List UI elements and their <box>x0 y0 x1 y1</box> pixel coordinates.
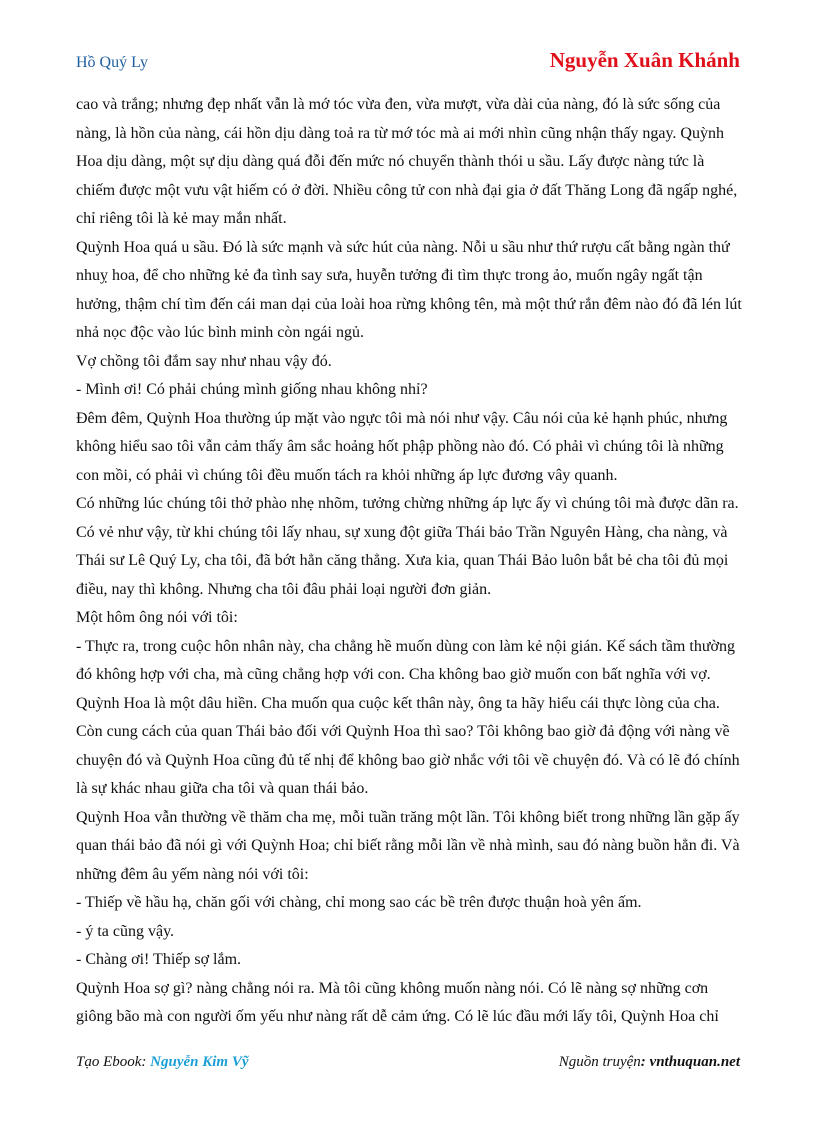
page-footer <box>76 1054 740 1076</box>
book-title: Hồ Quý Ly <box>76 54 148 71</box>
paragraph: - Thiếp về hầu hạ, chăn gối với chàng, chỉ mong sao các bề trên được thuận hoà yên ấm. <box>76 894 642 911</box>
paragraph: cao và trắng; nhưng đẹp nhất vẫn là mớ tóc vừa đen, vừa mượt, vừa dài của nàng, đó là sức sống của nàng, là hồn của nàng, cái hồn dịu dàng toả ra từ mớ tóc mà ai mới nhìn cũng nhận thấy ngay. Quỳnh Hoa dịu dàng, một sự dịu dàng quá đỗi đến mức nó chuyển thành thói u sầu. Lấy được nàng tức là chiếm được một vưu vật hiếm có ở đời. Nhiều công tử con nhà đại gia ở đất Thăng Long đã ngấp nghé, chỉ riêng tôi là kẻ may mắn nhất. <box>76 96 738 227</box>
paragraph: - Chàng ơi! Thiếp sợ lắm. <box>76 951 242 968</box>
paragraph: Có những lúc chúng tôi thở phào nhẹ nhõm, tưởng chừng những áp lực ấy vì chúng tôi mà được dãn ra. Có vẻ như vậy, từ khi chúng tôi lấy nhau, sự xung đột giữa Thái bảo Trần Nguyên Hàng, cha nàng, và Thái sư Lê Quý Ly, cha tôi, đã bớt hẳn căng thẳng. Xưa kia, quan Thái Bảo luôn bắt bẻ cha tôi đủ mọi điều, nay thì không. Nhưng cha tôi đâu phải loại người đơn giản. <box>76 495 739 598</box>
paragraph: Vợ chồng tôi đắm say như nhau vậy đó. <box>76 352 332 370</box>
paragraph: Quỳnh Hoa quá u sầu. Đó là sức mạnh và sức hút của nàng. Nỗi u sầu như thứ rượu cất bằng ngàn thứ nhuỵ hoa, để cho những kẻ đa tình say sưa, huyễn tưởng đi tìm thực trong ảo, muốn ngây ngất tận hưởng, thậm chí tìm đến cái man dại của loài hoa rừng không tên, mà một thứ rắn đêm nào đó đã lén lút nhả nọc độc vào lúc bình minh còn ngái ngủ. <box>76 238 742 341</box>
ebook-credit <box>76 1054 249 1071</box>
paragraph: Quỳnh Hoa sợ gì? nàng chẳng nói ra. Mà tôi cũng không muốn nàng nói. Có lẽ nàng sợ những cơn giông bão mà con người ốm yếu như nàng rất dễ cảm ứng. Có lẽ lúc đầu mới lấy tôi, Quỳnh Hoa chỉ <box>76 979 719 1025</box>
source-credit <box>559 1054 740 1071</box>
page-header <box>76 48 740 76</box>
source-credit-separator: : <box>640 1054 650 1070</box>
paragraph: Còn cung cách của quan Thái bảo đối với Quỳnh Hoa thì sao? Tôi không bao giờ đả động với nàng về chuyện đó và Quỳnh Hoa cũng đủ tế nhị để không bao giờ nhắc với tôi về chuyện đó. Và có lẽ đó chính là sự khác nhau giữa cha tôi và quan thái bảo. <box>76 723 740 797</box>
source-credit-label: Nguồn truyện <box>558 1054 641 1070</box>
paragraph: - Mình ơi! Có phải chúng mình giống nhau không nhỉ? <box>76 381 428 398</box>
page-body <box>76 91 742 1032</box>
ebook-credit-name: Nguyễn Kim Vỹ <box>150 1054 249 1070</box>
paragraph: - ý ta cũng vậy. <box>76 922 175 940</box>
paragraph: Một hôm ông nói với tôi: <box>76 609 238 626</box>
paragraph: Quỳnh Hoa vẫn thường về thăm cha mẹ, mỗi tuần trăng một lần. Tôi không biết trong những lần gặp ấy quan thái bảo đã nói gì với Quỳnh Hoa; chỉ biết rằng mỗi lần về nhà mình, sau đó nàng buồn hẳn đi. Và những đêm âu yếm nàng nói với tôi: <box>76 808 740 883</box>
paragraph: Đêm đêm, Quỳnh Hoa thường úp mặt vào ngực tôi mà nói như vậy. Câu nói của kẻ hạnh phúc, nhưng không hiểu sao tôi vẫn cảm thấy âm sắc hoảng hốt phập phồng nào đó. Có phải vì chúng tôi là những con mồi, có phải vì chúng tôi đều muốn tách ra khỏi những áp lực đương vây quanh. <box>76 409 728 484</box>
ebook-credit-separator: : <box>141 1054 151 1070</box>
paragraph: - Thực ra, trong cuộc hôn nhân này, cha chẳng hề muốn dùng con làm kẻ nội gián. Kế sách tầm thường đó không hợp với cha, mà cũng chẳng hợp với con. Cha không bao giờ muốn con bất nghĩa với vợ. Quỳnh Hoa là một dâu hiền. Cha muốn qua cuộc kết thân này, ông ta hãy hiểu cái thực lòng của cha. <box>76 637 735 712</box>
author-name: Nguyễn Xuân Khánh <box>549 48 740 72</box>
ebook-credit-label: Tạo Ebook <box>76 1054 142 1070</box>
source-site-link[interactable]: vnthuquan.net <box>649 1054 740 1070</box>
